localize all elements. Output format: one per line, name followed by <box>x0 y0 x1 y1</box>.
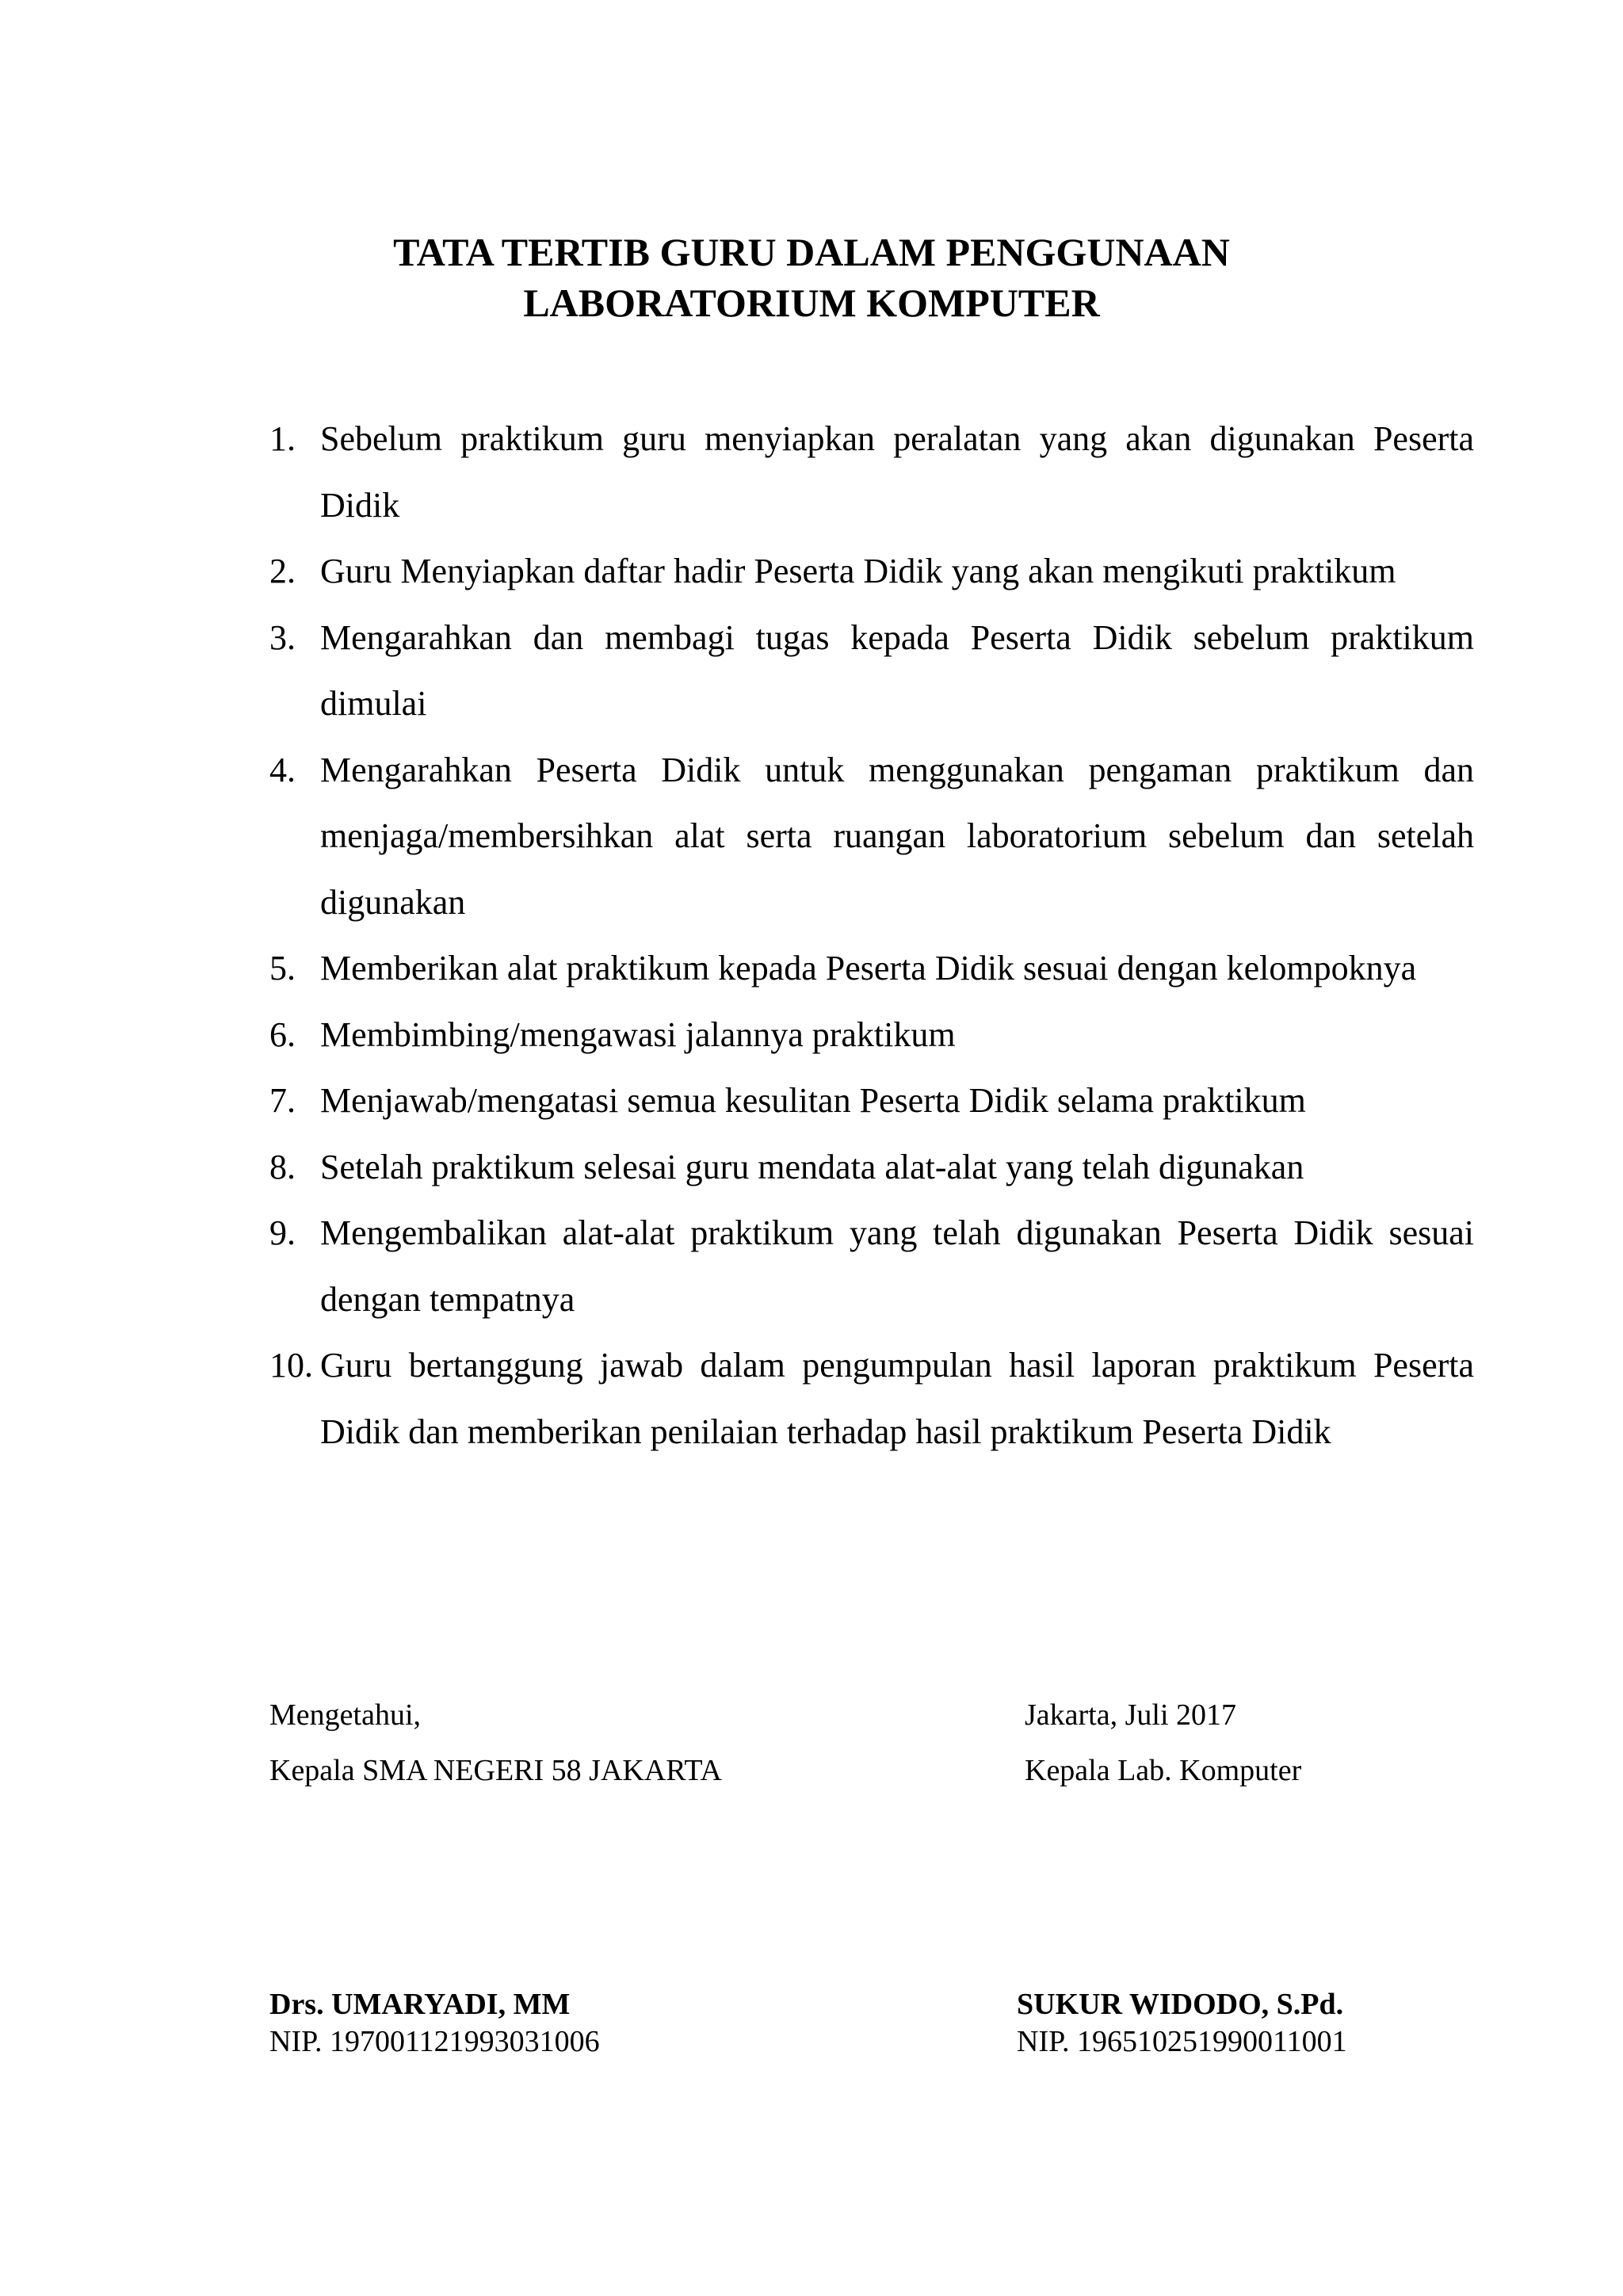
rule-item <box>269 1068 1474 1134</box>
left-sig-acknowledge: Mengetahui, <box>269 1698 422 1732</box>
rules-list <box>269 406 1474 1465</box>
rule-item <box>269 406 1474 538</box>
rule-item <box>269 1134 1474 1201</box>
rule-item <box>269 1200 1474 1332</box>
left-sig-name: Drs. UMARYADI, MM <box>269 1988 571 2021</box>
rule-number: 7. <box>269 1081 296 1120</box>
rule-text: Guru Menyiapkan daftar hadir Peserta Didik yang akan mengikuti praktikum <box>320 552 1396 590</box>
rule-number: 2. <box>269 552 296 590</box>
right-sig-name: SUKUR WIDODO, S.Pd. <box>1017 1988 1344 2021</box>
rule-number: 8. <box>269 1147 296 1186</box>
rule-item <box>269 1002 1474 1068</box>
rule-number: 3. <box>269 617 296 657</box>
title-line-2: LABORATORIUM KOMPUTER <box>523 281 1100 325</box>
left-sig-position: Kepala SMA NEGERI 58 JAKARTA <box>269 1754 722 1787</box>
right-sig-place-date: Jakarta, Juli 2017 <box>1025 1698 1237 1732</box>
rule-text: Mengarahkan dan membagi tugas kepada Peserta Didik sebelum praktikum dimulai <box>320 617 1474 723</box>
rule-item <box>269 737 1474 936</box>
rule-number: 10. <box>269 1346 313 1385</box>
document-title <box>0 227 1623 328</box>
left-sig-nip: NIP. 197001121993031006 <box>269 2025 600 2058</box>
rule-text: Setelah praktikum selesai guru mendata alat-alat yang telah digunakan <box>320 1147 1304 1186</box>
rule-number: 1. <box>269 419 296 458</box>
rule-number: 9. <box>269 1213 296 1252</box>
rule-item <box>269 1332 1474 1465</box>
right-sig-position: Kepala Lab. Komputer <box>1025 1754 1302 1787</box>
rule-item <box>269 538 1474 605</box>
rule-text: Guru bertanggung jawab dalam pengumpulan hasil laporan praktikum Peserta Didik dan memberikan penilaian terhadap hasil praktikum Peserta Didik <box>320 1346 1474 1451</box>
rule-text: Mengarahkan Peserta Didik untuk menggunakan pengaman praktikum dan menjaga/membersihkan alat serta ruangan laboratorium sebelum dan setelah digunakan <box>320 750 1474 922</box>
right-sig-nip: NIP. 196510251990011001 <box>1017 2025 1347 2058</box>
rule-number: 5. <box>269 949 296 988</box>
rule-text: Menjawab/mengatasi semua kesulitan Peserta Didik selama praktikum <box>320 1081 1306 1120</box>
rule-text: Mengembalikan alat-alat praktikum yang telah digunakan Peserta Didik sesuai dengan tempatnya <box>320 1213 1474 1319</box>
rule-text: Sebelum praktikum guru menyiapkan peralatan yang akan digunakan Peserta Didik <box>320 419 1474 525</box>
rule-text: Memberikan alat praktikum kepada Peserta Didik sesuai dengan kelompoknya <box>320 949 1417 988</box>
rule-item <box>269 605 1474 737</box>
title-line-1: TATA TERTIB GURU DALAM PENGGUNAAN <box>393 230 1230 274</box>
rule-number: 6. <box>269 1014 296 1054</box>
rule-text: Membimbing/mengawasi jalannya praktikum <box>320 1014 956 1054</box>
rule-number: 4. <box>269 750 296 789</box>
rule-item <box>269 935 1474 1002</box>
